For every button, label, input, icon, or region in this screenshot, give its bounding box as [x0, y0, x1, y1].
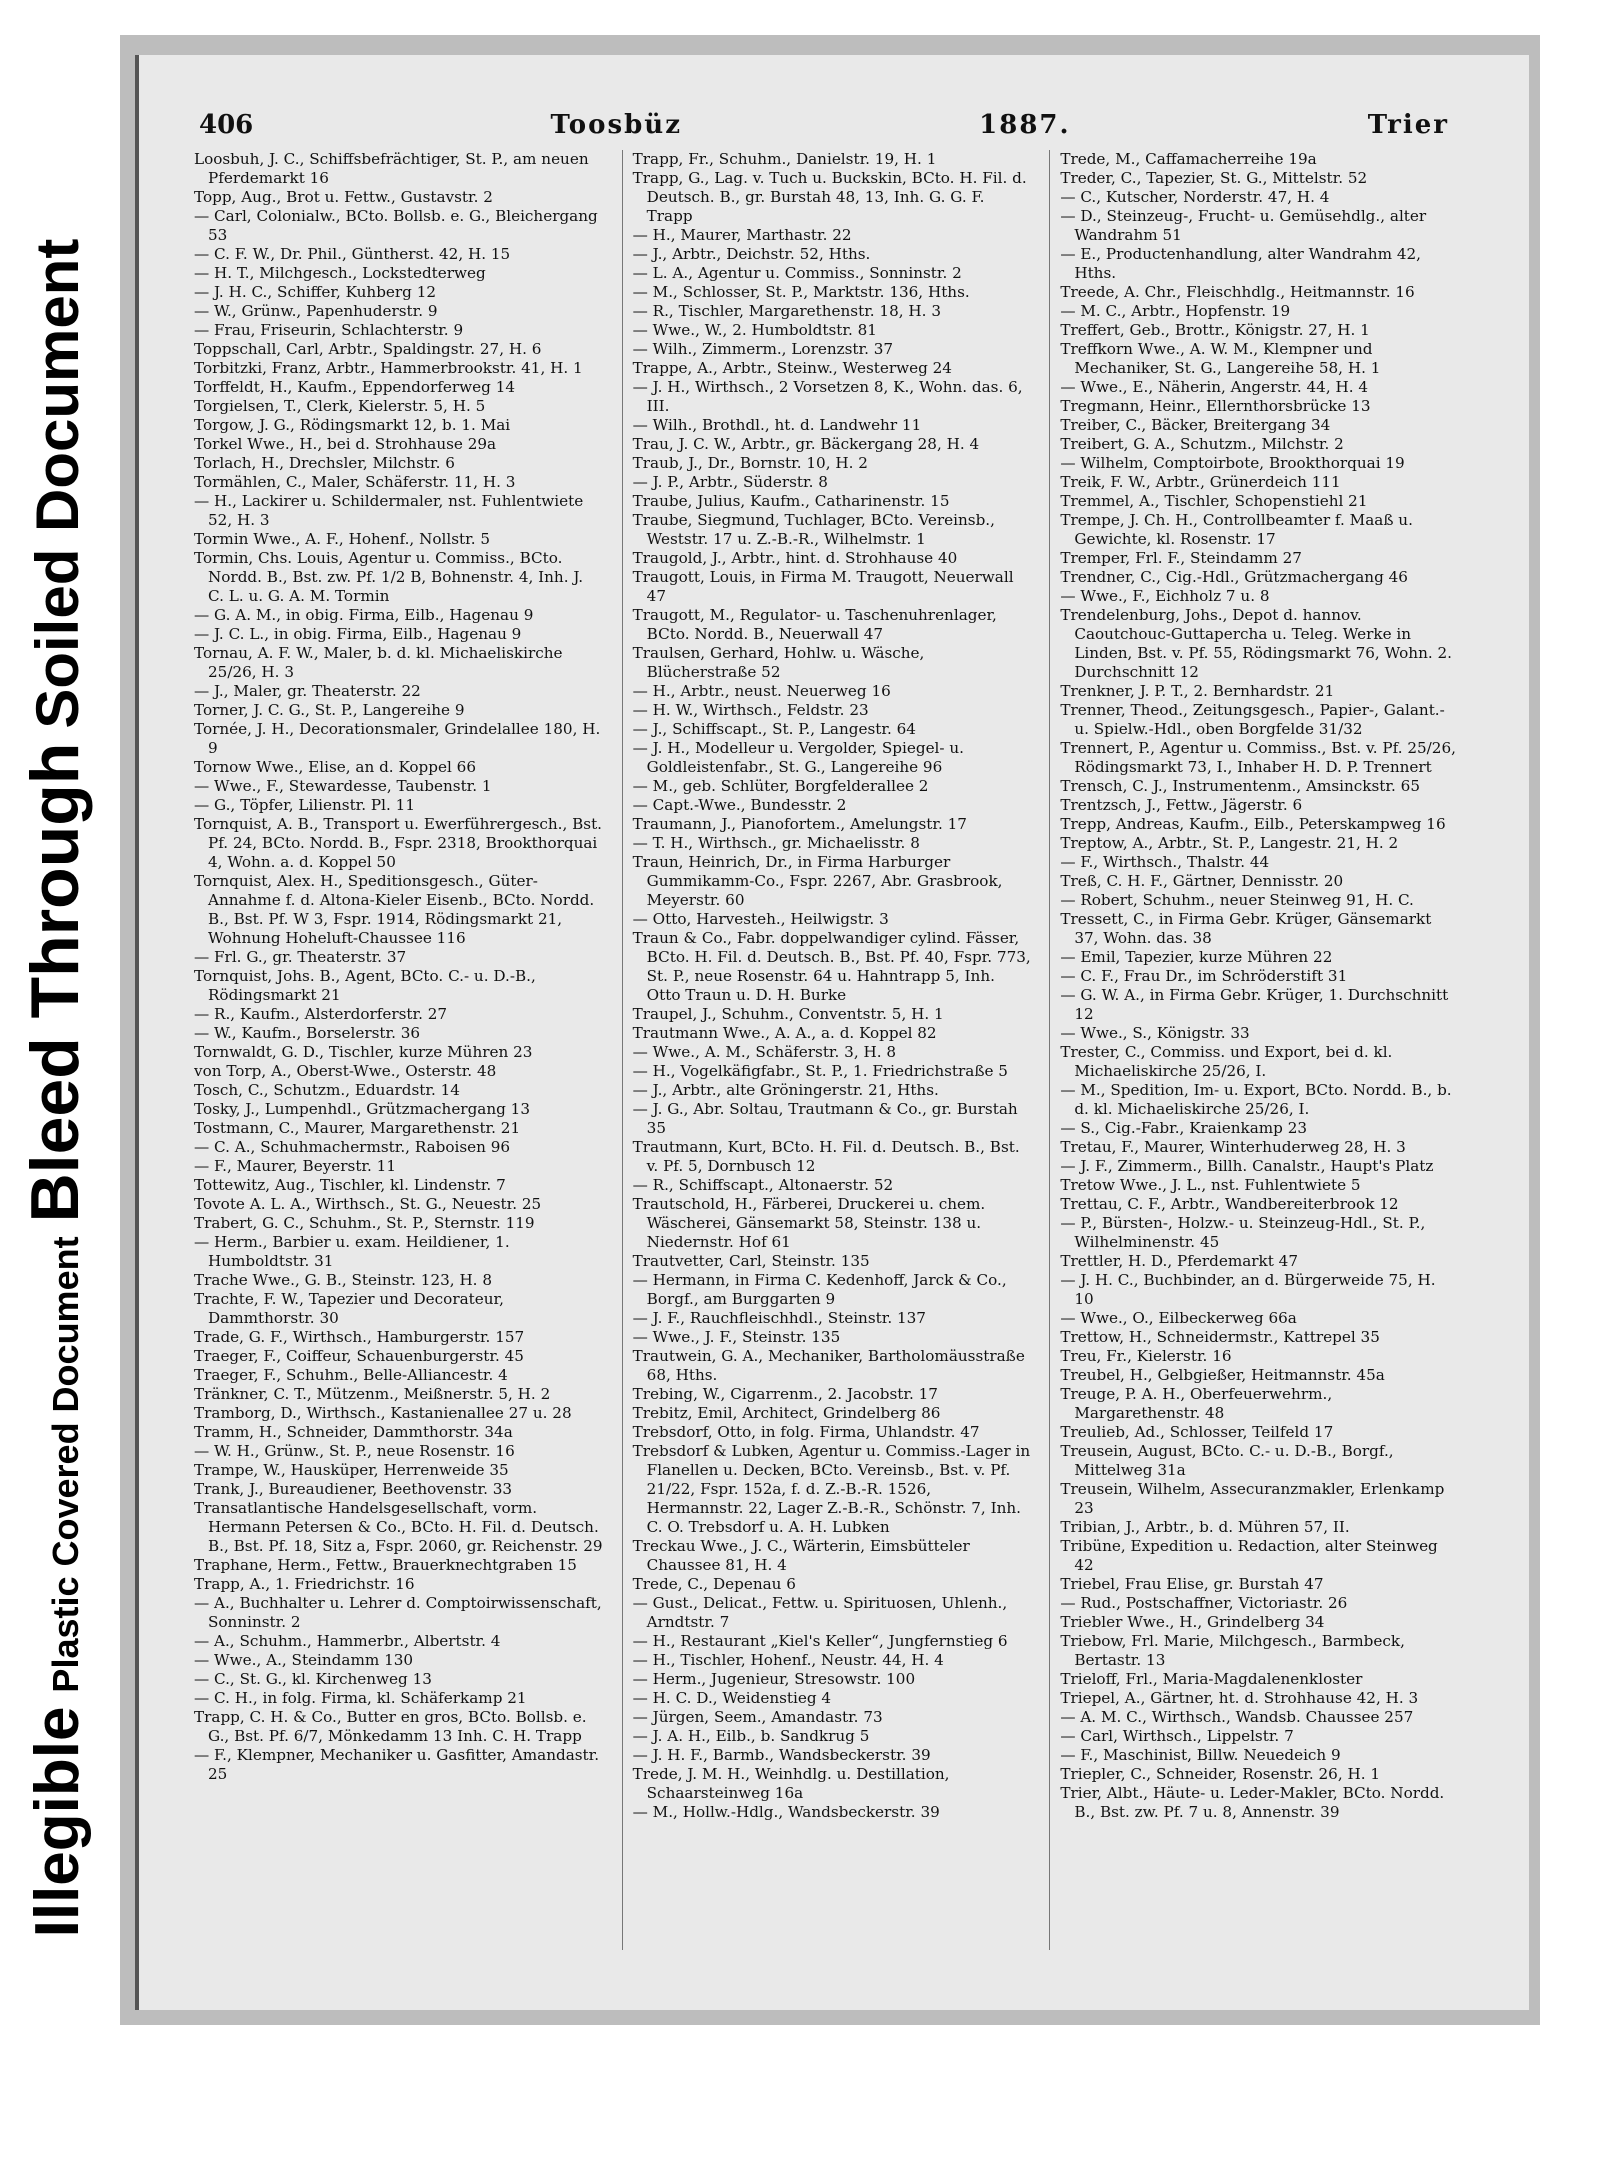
directory-entry: Tramborg, D., Wirthsch., Kastanienallee 27 u. 28 — [194, 1404, 572, 1422]
directory-entry: — Wwe., S., Königstr. 33 — [1060, 1024, 1250, 1042]
directory-entry: — F., Klempner, Mechaniker u. Gasfitter, Amandastr. 25 — [194, 1746, 600, 1783]
directory-entry: Trampe, W., Hausküper, Herrenweide 35 — [194, 1461, 509, 1479]
directory-entry: — M., Hollw.-Hdlg., Wandsbeckerstr. 39 — [632, 1803, 940, 1821]
directory-entry: Treffert, Geb., Brottr., Königstr. 27, H. 1 — [1060, 321, 1370, 339]
side-label-soiled: Soiled Document — [24, 238, 91, 729]
directory-entry: Traupel, J., Schuhm., Conventstr. 5, H. 1 — [632, 1005, 944, 1023]
directory-entry: Tramm, H., Schneider, Dammthorstr. 34a — [194, 1423, 513, 1441]
directory-entry: Trettow, H., Schneidermstr., Kattrepel 35 — [1060, 1328, 1380, 1346]
directory-entry: Triepler, C., Schneider, Rosenstr. 26, H. 1 — [1060, 1765, 1381, 1783]
directory-entry: — Wilh., Zimmerm., Lorenzstr. 37 — [632, 340, 894, 358]
directory-entry: Tornée, J. H., Decorationsmaler, Grindelallee 180, H. 9 — [194, 720, 601, 757]
directory-entry: Trautvetter, Carl, Steinstr. 135 — [632, 1252, 870, 1270]
directory-entry: — W., Grünw., Papenhuderstr. 9 — [194, 302, 438, 320]
directory-entry: Trieloff, Frl., Maria-Magdalenenkloster — [1060, 1670, 1363, 1688]
directory-entry: — H., Arbtr., neust. Neuerweg 16 — [632, 682, 891, 700]
directory-entry: Trebitz, Emil, Architect, Grindelberg 86 — [632, 1404, 941, 1422]
directory-entry: — Wwe., E., Näherin, Angerstr. 44, H. 4 — [1060, 378, 1369, 396]
directory-entry: — J., Arbtr., alte Gröningerstr. 21, Hths. — [632, 1081, 939, 1099]
directory-entry: Tormin, Chs. Louis, Agentur u. Commiss., BCto. Nordd. B., Bst. zw. Pf. 1/2 B, Bohnenstr. 4, Inh. J. C. L. u. G. A. M. Tormin — [194, 549, 584, 605]
directory-entry: Tränkner, C. T., Mützenm., Meißnerstr. 5, H. 2 — [194, 1385, 551, 1403]
directory-entry: — Gust., Delicat., Fettw. u. Spirituosen, Uhlenh., Arndtstr. 7 — [632, 1594, 1008, 1631]
directory-entry: Trede, M., Caffamacherreihe 19a — [1060, 150, 1317, 168]
directory-entry: Trapp, G., Lag. v. Tuch u. Buckskin, BCto. H. Fil. d. Deutsch. B., gr. Burstah 48, 13, Inh. G. G. F. Trapp — [632, 169, 1027, 225]
page-header — [199, 105, 1449, 145]
directory-entry: — H. W., Wirthsch., Feldstr. 23 — [632, 701, 869, 719]
directory-entry: Traugott, M., Regulator- u. Taschenuhrenlager, BCto. Nordd. B., Neuerwall 47 — [632, 606, 997, 643]
directory-entry: Trensch, C. J., Instrumentenm., Amsinckstr. 65 — [1060, 777, 1420, 795]
directory-entry: Tremmel, A., Tischler, Schopenstiehl 21 — [1060, 492, 1368, 510]
directory-entry: Tornow Wwe., Elise, an d. Koppel 66 — [194, 758, 476, 776]
directory-entry: — Wwe., O., Eilbeckerweg 66a — [1060, 1309, 1297, 1327]
directory-entry: — H., Tischler, Hohenf., Neustr. 44, H. 4 — [632, 1651, 944, 1669]
directory-entry: Treß, C. H. F., Gärtner, Dennisstr. 20 — [1060, 872, 1344, 890]
directory-entry: Toppschall, Carl, Arbtr., Spaldingstr. 27, H. 6 — [194, 340, 542, 358]
header-right-word: Trier — [1367, 110, 1449, 140]
directory-entry: Trebsdorf, Otto, in folg. Firma, Uhlandstr. 47 — [632, 1423, 980, 1441]
directory-entry: — C. F. W., Dr. Phil., Güntherst. 42, H. 15 — [194, 245, 511, 263]
directory-entry: — A., Buchhalter u. Lehrer d. Comptoirwissenschaft, Sonninstr. 2 — [194, 1594, 602, 1631]
directory-entry: Trede, J. M. H., Weinhdlg. u. Destillation, Schaarsteinweg 16a — [632, 1765, 950, 1802]
directory-entry: Trappe, A., Arbtr., Steinw., Westerweg 24 — [632, 359, 952, 377]
directory-entry: — A., Schuhm., Hammerbr., Albertstr. 4 — [194, 1632, 501, 1650]
directory-entry: Treusein, August, BCto. C.- u. D.-B., Borgf., Mittelweg 31a — [1060, 1442, 1394, 1479]
directory-entry: Treuge, P. A. H., Oberfeuerwehrm., Margarethenstr. 48 — [1060, 1385, 1333, 1422]
directory-entry: — H., Restaurant „Kiel's Keller“, Jungfernstieg 6 — [632, 1632, 1008, 1650]
directory-entry: — J. H., Wirthsch., 2 Vorsetzen 8, K., Wohn. das. 6, III. — [632, 378, 1023, 415]
directory-entry: Trachte, F. W., Tapezier und Decorateur, Dammthorstr. 30 — [194, 1290, 504, 1327]
directory-entry: Treffkorn Wwe., A. W. M., Klempner und Mechaniker, St. G., Langereihe 58, H. 1 — [1060, 340, 1381, 377]
directory-entry: — J. C. L., in obig. Firma, Eilb., Hagenau 9 — [194, 625, 522, 643]
directory-entry: Trebing, W., Cigarrenm., 2. Jacobstr. 17 — [632, 1385, 938, 1403]
directory-entry: Tornquist, A. B., Transport u. Ewerführergesch., Bst. Pf. 24, BCto. Nordd. B., Fspr. 2318, Brookthorquai 4, Wohn. a. d. Koppel 50 — [194, 815, 603, 871]
directory-entry: Torgow, J. G., Rödingsmarkt 12, b. 1. Mai — [194, 416, 511, 434]
directory-entry: Tormin Wwe., A. F., Hohenf., Nollstr. 5 — [194, 530, 491, 548]
directory-entry: — W. H., Grünw., St. P., neue Rosenstr. 16 — [194, 1442, 515, 1460]
directory-entry: Treede, A. Chr., Fleischhdlg., Heitmannstr. 16 — [1060, 283, 1415, 301]
directory-entry: Trautschold, H., Färberei, Druckerei u. chem. Wäscherei, Gänsemarkt 58, Steinstr. 138 u. Niedernstr. Hof 61 — [632, 1195, 986, 1251]
directory-entry: — H. T., Milchgesch., Lockstedterweg — [194, 264, 486, 282]
directory-entry: — E., Productenhandlung, alter Wandrahm 42, Hths. — [1060, 245, 1421, 282]
directory-entry: Treubel, H., Gelbgießer, Heitmannstr. 45a — [1060, 1366, 1385, 1384]
directory-entry: — Robert, Schuhm., neuer Steinweg 91, H. C. — [1060, 891, 1414, 909]
side-label-illegible: Illegible — [23, 1706, 92, 1938]
directory-entry: Trettler, H. D., Pferdemarkt 47 — [1060, 1252, 1298, 1270]
directory-entry: — M., geb. Schlüter, Borgfelderallee 2 — [632, 777, 929, 795]
side-label-strip — [0, 0, 110, 2177]
directory-entry: Tribüne, Expedition u. Redaction, alter Steinweg 42 — [1060, 1537, 1438, 1574]
directory-entry: Torffeldt, H., Kaufm., Eppendorferweg 14 — [194, 378, 516, 396]
directory-entry: Tosch, C., Schutzm., Eduardstr. 14 — [194, 1081, 460, 1099]
directory-entry: — H., Lackirer u. Schildermaler, nst. Fuhlentwiete 52, H. 3 — [194, 492, 584, 529]
directory-entry: Tosky, J., Lumpenhdl., Grützmachergang 13 — [194, 1100, 531, 1118]
directory-entry: Traub, J., Dr., Bornstr. 10, H. 2 — [632, 454, 868, 472]
directory-entry: — Wwe., J. F., Steinstr. 135 — [632, 1328, 841, 1346]
directory-entry: Trapp, A., 1. Friedrichstr. 16 — [194, 1575, 415, 1593]
directory-entry: — J., Schiffscapt., St. P., Langestr. 64 — [632, 720, 916, 738]
directory-entry: — G. A. M., in obig. Firma, Eilb., Hagenau 9 — [194, 606, 534, 624]
directory-entry: — Herm., Jugenieur, Stresowstr. 100 — [632, 1670, 916, 1688]
directory-entry: Treulieb, Ad., Schlosser, Teilfeld 17 — [1060, 1423, 1334, 1441]
directory-columns — [194, 150, 1459, 1950]
directory-entry: Tormählen, C., Maler, Schäferstr. 11, H. 3 — [194, 473, 516, 491]
side-label-plastic: Plastic Covered Document — [45, 1236, 86, 1693]
directory-entry: — J. F., Zimmerm., Billh. Canalstr., Haupt's Platz — [1060, 1157, 1434, 1175]
directory-column-1 — [194, 150, 604, 1950]
directory-entry: Treibert, G. A., Schutzm., Milchstr. 2 — [1060, 435, 1344, 453]
directory-entry: — R., Kaufm., Alsterdorferstr. 27 — [194, 1005, 448, 1023]
directory-entry: — R., Tischler, Margarethenstr. 18, H. 3 — [632, 302, 941, 320]
directory-entry: Traumann, J., Pianofortem., Amelungstr. 17 — [632, 815, 967, 833]
directory-entry: — Wwe., W., 2. Humboldtstr. 81 — [632, 321, 877, 339]
directory-entry: Treptow, A., Arbtr., St. P., Langestr. 21, H. 2 — [1060, 834, 1399, 852]
directory-entry: — J., Arbtr., Deichstr. 52, Hths. — [632, 245, 871, 263]
directory-entry: — T. H., Wirthsch., gr. Michaelisstr. 8 — [632, 834, 920, 852]
directory-entry: Traeger, F., Coiffeur, Schauenburgerstr. 45 — [194, 1347, 524, 1365]
directory-entry: — J., Maler, gr. Theaterstr. 22 — [194, 682, 421, 700]
directory-entry: — C. H., in folg. Firma, kl. Schäferkamp 21 — [194, 1689, 527, 1707]
directory-entry: Trautmann Wwe., A. A., a. d. Koppel 82 — [632, 1024, 937, 1042]
directory-entry: Tornau, A. F. W., Maler, b. d. kl. Michaeliskirche 25/26, H. 3 — [194, 644, 563, 681]
directory-entry: Triepel, A., Gärtner, ht. d. Strohhause 42, H. 3 — [1060, 1689, 1419, 1707]
directory-entry: — S., Cig.-Fabr., Kraienkamp 23 — [1060, 1119, 1308, 1137]
directory-entry: Tretow Wwe., J. L., nst. Fuhlentwiete 5 — [1060, 1176, 1361, 1194]
directory-entry: — G., Töpfer, Lilienstr. Pl. 11 — [194, 796, 415, 814]
directory-entry: Traugott, Louis, in Firma M. Traugott, Neuerwall 47 — [632, 568, 1014, 605]
directory-entry: Traphane, Herm., Fettw., Brauerknechtgraben 15 — [194, 1556, 577, 1574]
directory-entry: — J. H. F., Barmb., Wandsbeckerstr. 39 — [632, 1746, 931, 1764]
directory-entry: — H., Maurer, Marthastr. 22 — [632, 226, 852, 244]
directory-entry: — Wilh., Brothdl., ht. d. Landwehr 11 — [632, 416, 922, 434]
directory-entry: — C. F., Frau Dr., im Schröderstift 31 — [1060, 967, 1348, 985]
directory-entry: Trautmann, Kurt, BCto. H. Fil. d. Deutsch. B., Bst. v. Pf. 5, Dornbusch 12 — [632, 1138, 1020, 1175]
directory-entry: Tribian, J., Arbtr., b. d. Mühren 57, II. — [1060, 1518, 1350, 1536]
page-number: 406 — [199, 110, 254, 140]
directory-entry: Trester, C., Commiss. und Export, bei d. kl. Michaeliskirche 25/26, I. — [1060, 1043, 1393, 1080]
directory-entry: Traube, Siegmund, Tuchlager, BCto. Vereinsb., Weststr. 17 u. Z.-B.-R., Wilhelmstr. 1 — [632, 511, 995, 548]
directory-entry: — C., Kutscher, Norderstr. 47, H. 4 — [1060, 188, 1330, 206]
directory-entry: Trank, J., Bureaudiener, Beethovenstr. 33 — [194, 1480, 513, 1498]
directory-entry: Tovote A. L. A., Wirthsch., St. G., Neuestr. 25 — [194, 1195, 542, 1213]
directory-entry: Trepp, Andreas, Kaufm., Eilb., Peterskampweg 16 — [1060, 815, 1446, 833]
directory-entry: Trebsdorf & Lubken, Agentur u. Commiss.-Lager in Flanellen u. Decken, BCto. Vereinsb., Bst. v. Pf. 21/22, Fspr. 152a, f. d. Z.-B.-R. 1526, Hermannstr. 22, Lager Z.-B.-R., Schönstr. 7, Inh. C. O. Trebsdorf u. A. H. Lubken — [632, 1442, 1031, 1536]
directory-entry: Triebow, Frl. Marie, Milchgesch., Barmbeck, Bertastr. 13 — [1060, 1632, 1405, 1669]
directory-entry: Tremper, Frl. F., Steindamm 27 — [1060, 549, 1302, 567]
directory-entry: Trendner, C., Cig.-Hdl., Grützmachergang 46 — [1060, 568, 1408, 586]
directory-entry: — Capt.-Wwe., Bundesstr. 2 — [632, 796, 847, 814]
directory-entry: — C. A., Schuhmachermstr., Raboisen 96 — [194, 1138, 511, 1156]
directory-entry: Torner, J. C. G., St. P., Langereihe 9 — [194, 701, 465, 719]
directory-entry: — A. M. C., Wirthsch., Wandsb. Chaussee 257 — [1060, 1708, 1414, 1726]
directory-entry: — J. H. C., Buchbinder, an d. Bürgerweide 75, H. 10 — [1060, 1271, 1436, 1308]
directory-entry: — Carl, Wirthsch., Lippelstr. 7 — [1060, 1727, 1294, 1745]
header-year: 1887. — [979, 110, 1071, 140]
directory-entry: — M., Spedition, Im- u. Export, BCto. Nordd. B., b. d. kl. Michaeliskirche 25/26, I. — [1060, 1081, 1452, 1118]
directory-entry: Treckau Wwe., J. C., Wärterin, Eimsbütteler Chaussee 81, H. 4 — [632, 1537, 970, 1574]
directory-entry: Trautwein, G. A., Mechaniker, Bartholomäusstraße 68, Hths. — [632, 1347, 1025, 1384]
directory-entry: — J. F., Rauchfleischhdl., Steinstr. 137 — [632, 1309, 926, 1327]
side-label-text — [16, 239, 94, 1938]
directory-entry: Trau, J. C. W., Arbtr., gr. Bäckergang 28, H. 4 — [632, 435, 980, 453]
directory-entry: — Herm., Barbier u. exam. Heildiener, 1. Humboldtstr. 31 — [194, 1233, 510, 1270]
directory-entry: — L. A., Agentur u. Commiss., Sonninstr. 2 — [632, 264, 962, 282]
directory-entry: Triebel, Frau Elise, gr. Burstah 47 — [1060, 1575, 1324, 1593]
directory-entry: Traulsen, Gerhard, Hohlw. u. Wäsche, Blücherstraße 52 — [632, 644, 925, 681]
directory-entry: Treusein, Wilhelm, Assecuranzmakler, Erlenkamp 23 — [1060, 1480, 1445, 1517]
directory-entry: — M. C., Arbtr., Hopfenstr. 19 — [1060, 302, 1291, 320]
side-label-bleed: Bleed Through — [17, 742, 93, 1223]
directory-entry: — Wwe., F., Eichholz 7 u. 8 — [1060, 587, 1270, 605]
directory-entry: — P., Bürsten-, Holzw.- u. Steinzeug-Hdl., St. P., Wilhelminenstr. 45 — [1060, 1214, 1426, 1251]
directory-entry: Tottewitz, Aug., Tischler, kl. Lindenstr. 7 — [194, 1176, 506, 1194]
directory-entry: Traun, Heinrich, Dr., in Firma Harburger Gummikamm-Co., Fspr. 2267, Abr. Grasbrook, Meyerstr. 60 — [632, 853, 1003, 909]
directory-entry: — W., Kaufm., Borselerstr. 36 — [194, 1024, 421, 1042]
directory-entry: Torbitzki, Franz, Arbtr., Hammerbrookstr. 41, H. 1 — [194, 359, 583, 377]
directory-entry: — F., Wirthsch., Thalstr. 44 — [1060, 853, 1270, 871]
directory-entry: Triebler Wwe., H., Grindelberg 34 — [1060, 1613, 1325, 1631]
directory-entry: Trade, G. F., Wirthsch., Hamburgerstr. 157 — [194, 1328, 525, 1346]
directory-entry: — Wwe., A., Steindamm 130 — [194, 1651, 414, 1669]
directory-entry: — G. W. A., in Firma Gebr. Krüger, 1. Durchschnitt 12 — [1060, 986, 1449, 1023]
directory-entry: Torkel Wwe., H., bei d. Strohhause 29a — [194, 435, 497, 453]
directory-entry: — Wilhelm, Comptoirbote, Brookthorquai 19 — [1060, 454, 1405, 472]
directory-entry: Treik, F. W., Arbtr., Grünerdeich 111 — [1060, 473, 1341, 491]
directory-entry: — M., Schlosser, St. P., Marktstr. 136, Hths. — [632, 283, 970, 301]
directory-entry: Trentzsch, J., Fettw., Jägerstr. 6 — [1060, 796, 1303, 814]
directory-entry: Trede, C., Depenau 6 — [632, 1575, 796, 1593]
directory-entry: Trenkner, J. P. T., 2. Bernhardstr. 21 — [1060, 682, 1335, 700]
directory-entry: — Wwe., F., Stewardesse, Taubenstr. 1 — [194, 777, 492, 795]
directory-entry: Tornquist, Johs. B., Agent, BCto. C.- u. D.-B., Rödingsmarkt 21 — [194, 967, 536, 1004]
directory-entry: — J. A. H., Eilb., b. Sandkrug 5 — [632, 1727, 870, 1745]
directory-entry: — J. H., Modelleur u. Vergolder, Spiegel- u. Goldleistenfabr., St. G., Langereihe 96 — [632, 739, 964, 776]
directory-entry: Trettau, C. F., Arbtr., Wandbereiterbrook 12 — [1060, 1195, 1399, 1213]
directory-entry: Trennert, P., Agentur u. Commiss., Bst. v. Pf. 25/26, Rödingsmarkt 73, I., Inhaber H. D. P. Trennert — [1060, 739, 1456, 776]
directory-entry: Treiber, C., Bäcker, Breitergang 34 — [1060, 416, 1331, 434]
directory-column-3 — [1049, 150, 1459, 1950]
directory-entry: Traun & Co., Fabr. doppelwandiger cylind. Fässer, BCto. H. Fil. d. Deutsch. B., Bst. Pf. 40, Fspr. 773, St. P., neue Rosenstr. 64 u. Hahntrapp 5, Inh. Otto Traun u. D. H. Burke — [632, 929, 1031, 1004]
directory-entry: Treder, C., Tapezier, St. G., Mittelstr. 52 — [1060, 169, 1368, 187]
directory-entry: — Frl. G., gr. Theaterstr. 37 — [194, 948, 407, 966]
directory-entry: Trapp, C. H. & Co., Butter en gros, BCto. Bollsb. e. G., Bst. Pf. 6/7, Mönkedamm 13 Inh. C. H. Trapp — [194, 1708, 587, 1745]
directory-entry: — H. C. D., Weidenstieg 4 — [632, 1689, 832, 1707]
directory-entry: Torlach, H., Drechsler, Milchstr. 6 — [194, 454, 455, 472]
directory-entry: — Hermann, in Firma C. Kedenhoff, Jarck & Co., Borgf., am Burggarten 9 — [632, 1271, 1007, 1308]
header-left-word: Toosbüz — [550, 110, 682, 140]
directory-entry: Torgielsen, T., Clerk, Kielerstr. 5, H. 5 — [194, 397, 486, 415]
directory-entry: — H., Vogelkäfigfabr., St. P., 1. Friedrichstraße 5 — [632, 1062, 1008, 1080]
directory-entry: Tornwaldt, G. D., Tischler, kurze Mühren 23 — [194, 1043, 533, 1061]
directory-entry: Topp, Aug., Brot u. Fettw., Gustavstr. 2 — [194, 188, 493, 206]
directory-entry: — C., St. G., kl. Kirchenweg 13 — [194, 1670, 432, 1688]
directory-entry: — J. G., Abr. Soltau, Trautmann & Co., gr. Burstah 35 — [632, 1100, 1018, 1137]
directory-entry: Traeger, F., Schuhm., Belle-Alliancestr. 4 — [194, 1366, 508, 1384]
directory-column-2 — [622, 150, 1032, 1950]
directory-entry: Tretau, F., Maurer, Winterhuderweg 28, H. 3 — [1060, 1138, 1406, 1156]
directory-entry: Traugold, J., Arbtr., hint. d. Strohhause 40 — [632, 549, 958, 567]
directory-entry: — F., Maurer, Beyerstr. 11 — [194, 1157, 396, 1175]
directory-entry: Trabert, G. C., Schuhm., St. P., Sternstr. 119 — [194, 1214, 535, 1232]
directory-entry: Tornquist, Alex. H., Speditionsgesch., Güter-Annahme f. d. Altona-Kieler Eisenb., BCto. Nordd. B., Bst. Pf. W 3, Fspr. 1914, Rödingsmarkt 21, Wohnung Hoheluft-Chaussee 116 — [194, 872, 595, 947]
directory-entry: Tostmann, C., Maurer, Margarethenstr. 21 — [194, 1119, 521, 1137]
directory-entry: — Emil, Tapezier, kurze Mühren 22 — [1060, 948, 1333, 966]
directory-entry: — Jürgen, Seem., Amandastr. 73 — [632, 1708, 883, 1726]
directory-entry: Trapp, Fr., Schuhm., Danielstr. 19, H. 1 — [632, 150, 937, 168]
directory-entry: Trier, Albt., Häute- u. Leder-Makler, BCto. Nordd. B., Bst. zw. Pf. 7 u. 8, Annenstr. 39 — [1060, 1784, 1445, 1821]
directory-entry: Trempe, J. Ch. H., Controllbeamter f. Maaß u. Gewichte, kl. Rosenstr. 17 — [1060, 511, 1413, 548]
directory-entry: Traube, Julius, Kaufm., Catharinenstr. 15 — [632, 492, 950, 510]
directory-entry: Trache Wwe., G. B., Steinstr. 123, H. 8 — [194, 1271, 493, 1289]
directory-entry: Treu, Fr., Kielerstr. 16 — [1060, 1347, 1232, 1365]
directory-entry: — Carl, Colonialw., BCto. Bollsb. e. G., Bleichergang 53 — [194, 207, 598, 244]
directory-entry: — D., Steinzeug-, Frucht- u. Gemüsehdlg., alter Wandrahm 51 — [1060, 207, 1427, 244]
directory-entry: Tregmann, Heinr., Ellernthorsbrücke 13 — [1060, 397, 1371, 415]
directory-entry: Transatlantische Handelsgesellschaft, vorm. Hermann Petersen & Co., BCto. H. Fil. d. Deutsch. B., Bst. Pf. 18, Sitz a, Fspr. 2060, gr. Reichenstr. 29 — [194, 1499, 603, 1555]
directory-entry: — Rud., Postschaffner, Victoriastr. 26 — [1060, 1594, 1348, 1612]
directory-entry: — J. H. C., Schiffer, Kuhberg 12 — [194, 283, 437, 301]
directory-entry: Trendelenburg, Johs., Depot d. hannov. Caoutchouc-Guttapercha u. Teleg. Werke in Linden, Bst. v. Pf. 55, Rödingsmarkt 76, Wohn. 2. Durchschnitt 12 — [1060, 606, 1452, 681]
directory-entry: — R., Schiffscapt., Altonaerstr. 52 — [632, 1176, 894, 1194]
directory-entry: Loosbuh, J. C., Schiffsbefrächtiger, St. P., am neuen Pferdemarkt 16 — [194, 150, 589, 187]
directory-entry: — J. P., Arbtr., Süderstr. 8 — [632, 473, 828, 491]
directory-entry: — Otto, Harvestеh., Heilwigstr. 3 — [632, 910, 889, 928]
directory-entry: Tressett, C., in Firma Gebr. Krüger, Gänsemarkt 37, Wohn. das. 38 — [1060, 910, 1432, 947]
directory-entry: Trenner, Theod., Zeitungsgesch., Papier-, Galant.- u. Spielw.-Hdl., oben Borgfelde 31/32 — [1060, 701, 1445, 738]
directory-entry: von Torp, A., Oberst-Wwe., Osterstr. 48 — [194, 1062, 497, 1080]
directory-entry: — F., Maschinist, Billw. Neuedeich 9 — [1060, 1746, 1341, 1764]
directory-entry: — Frau, Friseurin, Schlachterstr. 9 — [194, 321, 464, 339]
directory-entry: — Wwe., A. M., Schäferstr. 3, H. 8 — [632, 1043, 897, 1061]
document-page — [135, 55, 1529, 2010]
